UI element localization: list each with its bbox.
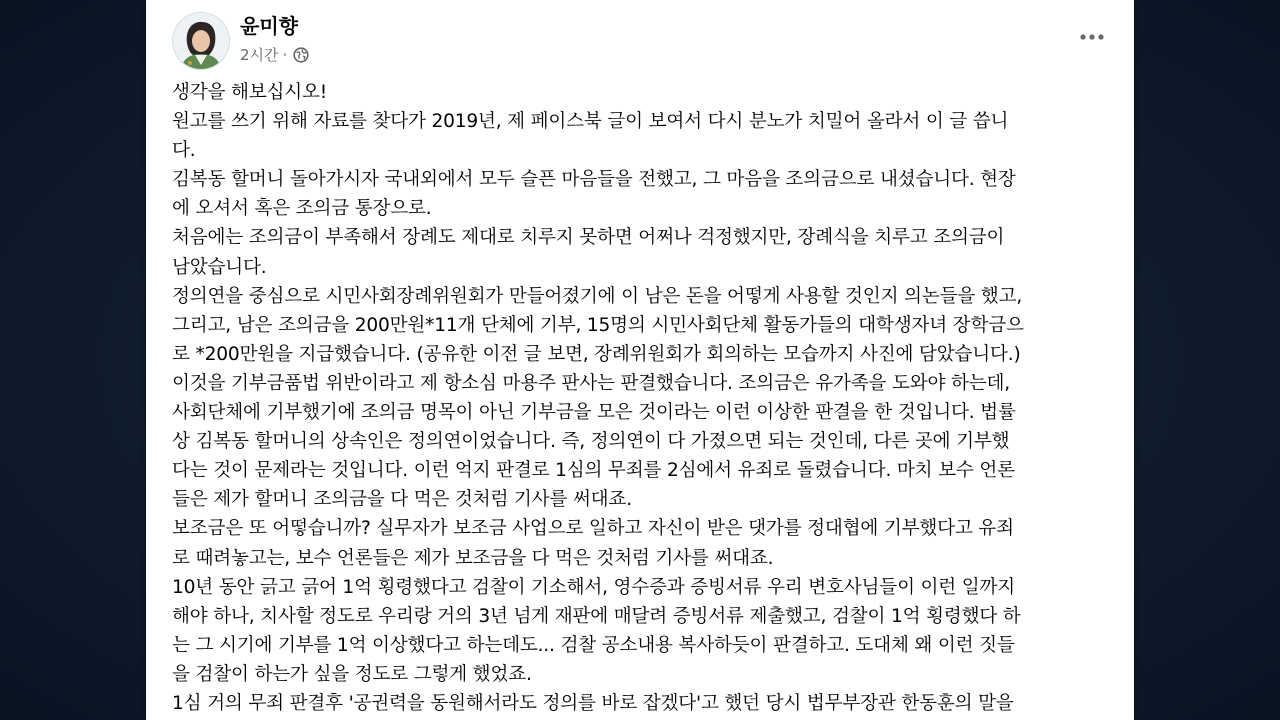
post-text-line: 1심 거의 무죄 판결후 '공권력을 동원해서라도 정의를 바로 잡겠다'고 했던 당시 법무부장관 한동훈의 말을	[172, 692, 1014, 714]
globe-icon[interactable]	[293, 47, 309, 63]
author-avatar[interactable]	[172, 12, 230, 70]
post-text-line: 해야 하나, 치사할 정도로 우리랑 거의 3년 넘게 재판에 매달려 증빙서류 제출했고, 검찰이 1억 횡령했다 하	[172, 605, 1021, 627]
post-text-line: 남았습니다.	[172, 256, 267, 278]
post-text-line: 에 오셔서 혹은 조의금 통장으로.	[172, 198, 432, 220]
post-text-line: 을 검찰이 하는가 싶을 정도로 그렇게 했었죠.	[172, 663, 532, 685]
post-text-line: 이것을 기부금품법 위반이라고 제 항소심 마용주 판사는 판결했습니다. 조의금은 유가족을 도와야 하는데,	[172, 372, 1010, 394]
more-options-icon	[1079, 33, 1105, 41]
post-body-text	[172, 78, 1116, 718]
post-text-line: 10년 동안 긁고 긁어 1억 횡령했다고 검찰이 기소해서, 영수증과 증빙서류 우리 변호사님들이 이런 일까지	[172, 576, 1016, 598]
post-text-line: 보조금은 또 어떻습니까? 실무자가 보조금 사업으로 일하고 자신이 받은 댓가를 정대협에 기부했다고 유죄	[172, 518, 1014, 540]
post-text-line: 로 *200만원을 지급했습니다. (공유한 이전 글 보면, 장례위원회가 회의하는 모습까지 사진에 담았습니다.)	[172, 343, 1021, 365]
post-text-line: 로 때려놓고는, 보수 언론들은 제가 보조금을 다 먹은 것처럼 기사를 써대죠.	[172, 547, 774, 569]
post-text-line: 정의연을 중심으로 시민사회장례위원회가 만들어졌기에 이 남은 돈을 어떻게 사용할 것인지 의논들을 했고,	[172, 285, 1023, 307]
facebook-post-card	[146, 0, 1134, 720]
post-text-line: 사회단체에 기부했기에 조의금 명목이 아닌 기부금을 모은 것이라는 이런 이상한 판결을 한 것입니다. 법률	[172, 402, 1016, 424]
post-text-line: 원고를 쓰기 위해 자료를 찾다가 2019년, 제 페이스북 글이 보여서 다시 분노가 치밀어 올라서 이 글 씁니	[172, 111, 1009, 133]
post-text-line: 다.	[172, 140, 196, 162]
post-text-line: 다는 것이 문제라는 것입니다. 이런 억지 판결로 1심의 무죄를 2심에서 유죄로 돌렸습니다. 마치 보수 언론	[172, 460, 1015, 482]
author-name[interactable]: 윤미향	[240, 14, 298, 38]
post-text-line: 들은 제가 할머니 조의금을 다 먹은 것처럼 기사를 써대죠.	[172, 489, 632, 511]
post-text-line: 생각을 해보십시오!	[172, 82, 328, 103]
more-options-button[interactable]	[1074, 22, 1110, 52]
post-text-line: 처음에는 조의금이 부족해서 장례도 제대로 치루지 못하면 어쩌나 걱정했지만, 장례식을 치루고 조의금이	[172, 227, 1005, 249]
post-header	[146, 0, 1134, 80]
post-timestamp[interactable]: 2시간	[240, 46, 279, 64]
post-text-line: 상 김복동 할머니의 상속인은 정의연이었습니다. 즉, 정의연이 다 가졌으면 되는 것인데, 다른 곳에 기부했	[172, 431, 1010, 453]
avatar-portrait-icon	[173, 13, 229, 69]
post-text-line: 는 그 시기에 기부를 1억 이상했다고 하는데도... 검찰 공소내용 복사하듯이 판결하고. 도대체 왜 이런 짓들	[172, 634, 1015, 656]
meta-separator: ·	[282, 45, 288, 64]
post-text-line: 그리고, 남은 조의금을 200만원*11개 단체에 기부, 15명의 시민사회단체 활동가들의 대학생자녀 장학금으	[172, 314, 1024, 336]
post-text-line: 김복동 할머니 돌아가시자 국내외에서 모두 슬픈 마음들을 전했고, 그 마음을 조의금으로 내셨습니다. 현장	[172, 169, 1016, 191]
post-meta	[240, 44, 309, 65]
